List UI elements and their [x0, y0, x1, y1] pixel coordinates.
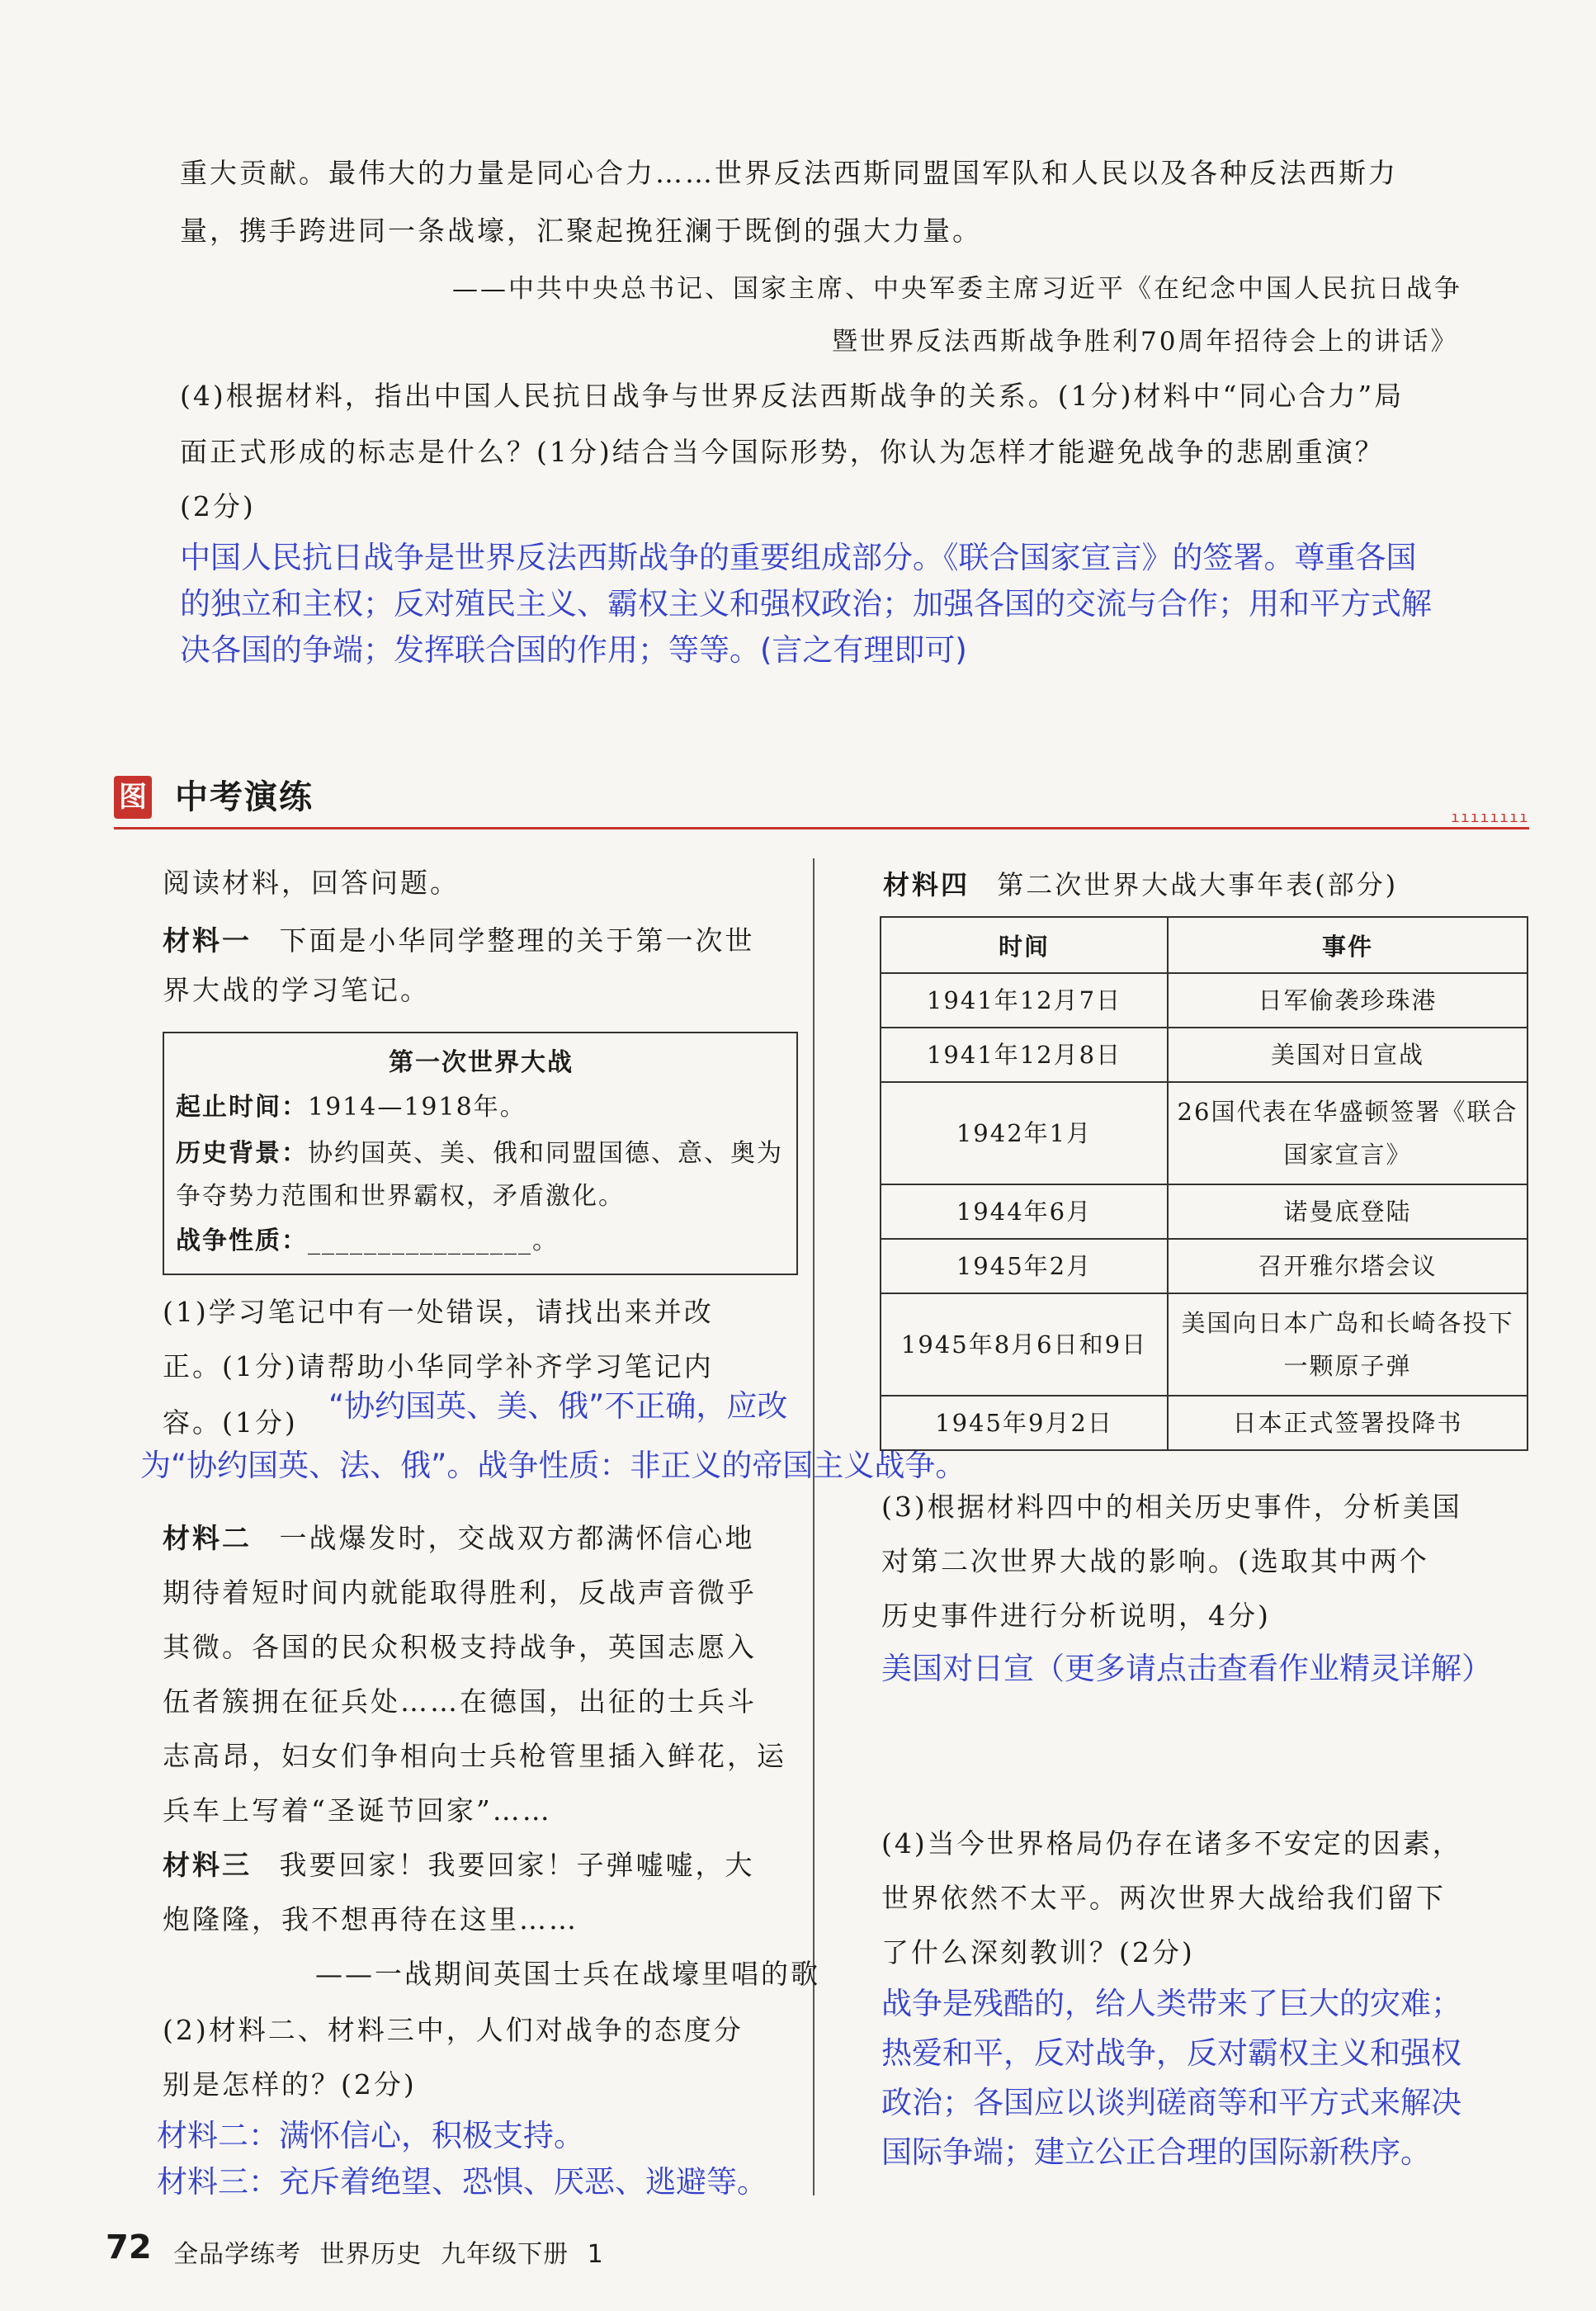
section-icon: 图: [114, 776, 152, 819]
answer-4-line-2: 热爱和平，反对战争，反对霸权主义和强权: [881, 2035, 1461, 2071]
q3-line-3: 历史事件进行分析说明，4分): [881, 1600, 1271, 1632]
wwi-background-value-1: 协约国英、美、俄和同盟国德、意、奥为: [308, 1139, 783, 1168]
quote-line-2: 量，携手跨进同一条战壕，汇聚起挽狂澜于既倒的强大力量。: [180, 215, 982, 247]
answer-4-line-1: 战争是残酷的，给人类带来了巨大的灾难；: [881, 1986, 1461, 2021]
material-2-line-1: 一战爆发时，交战双方都满怀信心地: [279, 1522, 755, 1554]
table-cell-time: 1944年6月: [881, 1184, 1168, 1239]
material-3-source: ——一战期间英国士兵在战壕里唱的歌: [315, 1958, 820, 1990]
section-title: 中考演练: [175, 778, 314, 816]
q2-line-2: 别是怎样的？(2分): [163, 2068, 417, 2101]
table-cell-event: 26国代表在华盛顿签署《联合国家宣言》: [1168, 1082, 1528, 1184]
table-row: [881, 1239, 1528, 1293]
quote-line-1: 重大贡献。最伟大的力量是同心合力……世界反法西斯同盟国军队和人民以及各种反法西斯力: [180, 157, 1398, 189]
q4-right-line-3: 了什么深刻教训？(2分): [881, 1936, 1195, 1968]
q4-top-line-3: (2分): [180, 490, 256, 522]
events-table: [880, 916, 1528, 1451]
material-3-label: 材料三: [163, 1849, 252, 1881]
footer-text: 全品学练考 世界历史 九年级下册 1: [173, 2240, 604, 2269]
wwi-background-value-2: 争夺势力范围和世界霸权，矛盾激化。: [176, 1182, 625, 1211]
table-cell-time: 1945年8月6日和9日: [881, 1293, 1168, 1396]
page-number: 72: [106, 2228, 152, 2266]
table-cell-event: 日军偷袭珍珠港: [1168, 973, 1528, 1028]
table-row: [881, 1293, 1528, 1396]
q1-line-2: 正。(1分)请帮助小华同学补齐学习笔记内: [163, 1350, 714, 1382]
table-cell-time: 1942年1月: [881, 1082, 1168, 1184]
answer-top-line-1: 中国人民抗日战争是世界反法西斯战争的重要组成部分。《联合国家宣言》的签署。尊重各国: [180, 540, 1417, 575]
section-dots: ıııııııı: [1451, 809, 1529, 826]
wwi-nature-blank: ________________。: [308, 1226, 559, 1255]
q4-top-line-2: 面正式形成的标志是什么？(1分)结合当今国际形势，你认为怎样才能避免战争的悲剧重演？: [180, 436, 1385, 468]
material-2-line-4: 伍者簇拥在征兵处……在德国，出征的士兵斗: [163, 1685, 757, 1718]
q1-line-1: (1)学习笔记中有一处错误，请找出来并改: [163, 1296, 714, 1328]
answer-4-line-4: 国际争端；建立公正合理的国际新秩序。: [881, 2134, 1431, 2170]
material-4-label: 材料四: [883, 869, 970, 900]
q4-right-line-1: (4)当今世界格局仍存在诸多不安定的因素，: [881, 1827, 1462, 1860]
q3-line-2: 对第二次世界大战的影响。(选取其中两个: [881, 1545, 1429, 1577]
answer-4-line-3: 政治；各国应以谈判磋商等和平方式来解决: [881, 2085, 1461, 2120]
wwi-time-value: 1914—1918年。: [308, 1093, 526, 1122]
table-cell-event: 美国对日宣战: [1168, 1028, 1528, 1082]
material-4-title: 第二次世界大战大事年表(部分): [997, 869, 1399, 900]
answer-top-line-2: 的独立和主权；反对殖民主义、霸权主义和强权政治；加强各国的交流与合作；用和平方式解: [180, 586, 1432, 621]
answer-top-line-3: 决各国的争端；发挥联合国的作用；等等。(言之有理即可): [180, 632, 967, 668]
q2-line-1: (2)材料二、材料三中，人们对战争的态度分: [163, 2014, 744, 2046]
table-row: [881, 973, 1528, 1028]
table-cell-time: 1945年2月: [881, 1239, 1168, 1293]
wwi-background-label: 历史背景：: [176, 1139, 308, 1168]
section-divider: [114, 827, 1529, 829]
table-header-row: [881, 917, 1528, 973]
material-3-line-2: 炮隆隆，我不想再待在这里……: [163, 1903, 578, 1935]
quote-source-2: 暨世界反法西斯战争胜利70周年招待会上的讲话》: [832, 327, 1459, 357]
material-2-line-3: 其微。各国的民众积极支持战争，英国志愿入: [163, 1631, 757, 1663]
quote-source-1: ——中共中央总书记、国家主席、中央军委主席习近平《在纪念中国人民抗日战争: [452, 274, 1462, 304]
wwi-time-label: 起止时间：: [176, 1093, 308, 1122]
intro-text: 阅读材料，回答问题。: [163, 867, 460, 899]
q3-line-1: (3)根据材料四中的相关历史事件，分析美国: [881, 1491, 1462, 1523]
q4-right-line-2: 世界依然不太平。两次世界大战给我们留下: [881, 1882, 1446, 1914]
table-cell-time: 1941年12月8日: [881, 1028, 1168, 1082]
q1-line-3: 容。(1分): [163, 1406, 298, 1439]
table-row: [881, 1082, 1528, 1184]
answer-2-line-1: 材料二：满怀信心，积极支持。: [157, 2118, 584, 2153]
material-1-text-2: 界大战的学习笔记。: [163, 974, 430, 1006]
table-cell-event: 诺曼底登陆: [1168, 1184, 1528, 1239]
table-cell-event: 美国向日本广岛和长崎各投下一颗原子弹: [1168, 1293, 1528, 1396]
answer-1-line-1: “协约国英、美、俄”不正确，应改: [328, 1388, 788, 1424]
wwi-note-box: [163, 1032, 798, 1275]
table-row: [881, 1184, 1528, 1239]
table-cell-event: 召开雅尔塔会议: [1168, 1239, 1528, 1293]
table-row: [881, 1396, 1528, 1450]
table-cell-time: 1941年12月7日: [881, 973, 1168, 1028]
material-1-label: 材料一: [163, 924, 252, 957]
table-cell-time: 1945年9月2日: [881, 1396, 1168, 1450]
material-2-line-5: 志高昂，妇女们争相向士兵枪管里插入鲜花，运: [163, 1740, 786, 1772]
material-2-label: 材料二: [163, 1522, 252, 1554]
table-row: [881, 1028, 1528, 1082]
material-3-line-1: 我要回家！我要回家！子弹嘘嘘，大: [279, 1849, 755, 1881]
material-2-line-6: 兵车上写着“圣诞节回家”……: [163, 1794, 552, 1827]
table-cell-event: 日本正式签署投降书: [1168, 1396, 1528, 1450]
answer-1-line-2: 为“协约国英、法、俄”。战争性质：非正义的帝国主义战争。: [140, 1448, 966, 1483]
q4-top-line-1: (4)根据材料，指出中国人民抗日战争与世界反法西斯战争的关系。(1分)材料中“同心合力”局: [180, 380, 1405, 412]
table-header-time: 时间: [881, 917, 1168, 973]
answer-2-line-2: 材料三：充斥着绝望、恐惧、厌恶、逃避等。: [157, 2164, 767, 2200]
table-header-event: 事件: [1168, 917, 1528, 973]
wwi-box-title: 第一次世界大战: [389, 1048, 574, 1077]
answer-3-line-1: 美国对日宣（更多请点击查看作业精灵详解）: [881, 1651, 1492, 1686]
material-1-text-1: 下面是小华同学整理的关于第一次世: [279, 924, 755, 957]
wwi-nature-label: 战争性质：: [176, 1226, 308, 1255]
material-2-line-2: 期待着短时间内就能取得胜利，反战声音微乎: [163, 1576, 757, 1609]
